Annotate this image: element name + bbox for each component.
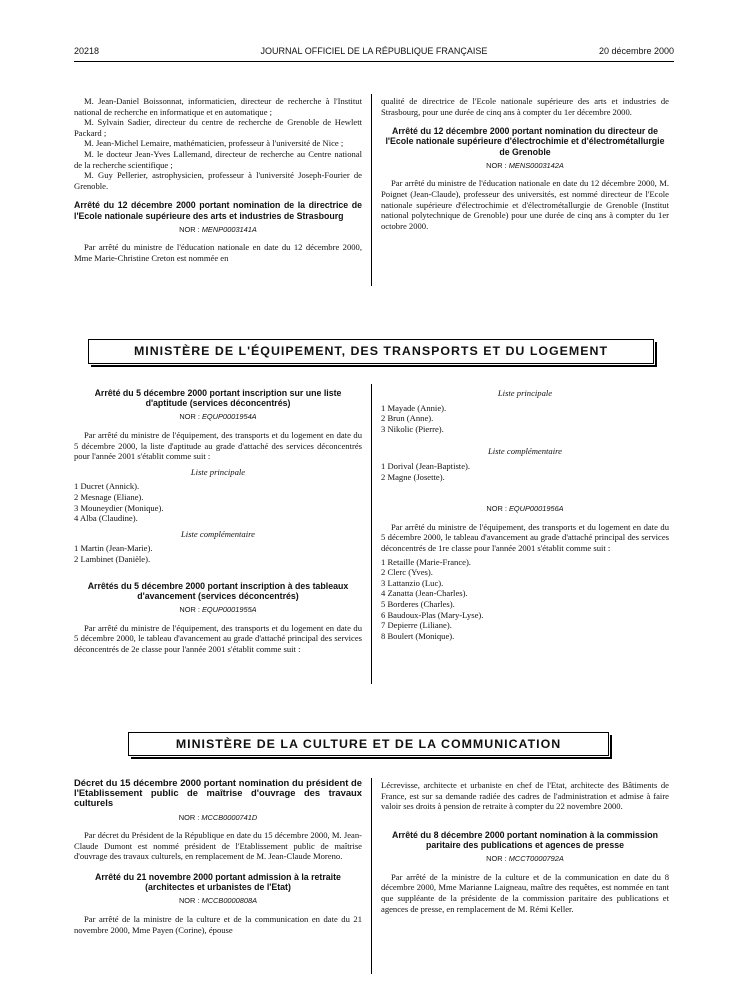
principal-list: [74, 481, 362, 523]
article-body: Par arrêté de la ministre de la culture et de la communication en date du 8 décembre 2000, Mme Marianne Laigneau, maître des requêtes, est nommée en tant que suppléante de la présidente de la commission paritaire des publications et agences de presse, en remplacement de M. Rémi Keller.: [381, 871, 669, 914]
list-item: 2 Clerc (Yves).: [381, 567, 433, 578]
nor-code: MENP0003141A: [201, 224, 257, 234]
article-continuation: qualité de directrice de l'Ecole nationale supérieure des arts et industries de Strasbourg, pour une durée de cinq ans à compter du 1er décembre 2000.: [381, 96, 669, 117]
article-body: Par arrêté de la ministre de la culture et de la communication en date du 21 novembre 2000, Mme Payen (Corine), épouse: [74, 913, 362, 935]
list-item: 3 Mouneydier (Monique).: [74, 502, 164, 513]
member-item: M. Jean-Michel Lemaire, mathématicien, professeur à l'université de Nice ;: [84, 138, 344, 149]
article-body: Par arrêté du ministre de l'équipement, des transports et du logement en date du 5 décembre 2000, le tableau d'avancement au grade d'attaché principal des services déconcentrés de 2e classe pour l'année 2001 s'établit comme suit :: [74, 622, 362, 654]
nor-label: NOR :: [179, 412, 200, 422]
journal-title: JOURNAL OFFICIEL DE LA RÉPUBLIQUE FRANÇAISE: [260, 46, 488, 56]
nor-reference: [381, 161, 669, 172]
nor-label: NOR :: [486, 160, 507, 170]
bottom-right-column: [381, 780, 669, 914]
nor-reference: [381, 854, 669, 865]
nor-code: EQUP0001956A: [508, 504, 564, 514]
principal-list: [381, 403, 669, 435]
bottom-left-column: [74, 772, 362, 935]
nor-code: MCCB0000808A: [201, 896, 258, 906]
list-heading: Liste principale: [190, 466, 246, 477]
list-heading: Liste complémentaire: [488, 446, 562, 457]
article-title: Arrêté du 5 décembre 2000 portant inscription sur une liste d'aptitude (services déconcentrés): [94, 388, 342, 409]
advancement-list: [381, 557, 669, 642]
list-item: 5 Borderes (Charles).: [381, 598, 455, 609]
page-header: [74, 46, 674, 60]
nor-reference: [381, 504, 669, 515]
nor-label: NOR :: [179, 604, 200, 614]
article-continuation: Lécrevisse, architecte et urbaniste en chef de l'Etat, architecte des Bâtiments de France, est sur sa demande radiée des cadres de l'administration et admise à faire valoir ses droits à pension de retraite à compter du 22 novembre 2000.: [381, 780, 669, 812]
nor-label: NOR :: [486, 504, 507, 514]
article-title: Arrêté du 12 décembre 2000 portant nomination du directeur de l'Ecole nationale supérieure d'électrochimie et d'électrométallurgie de Grenoble: [385, 126, 665, 157]
list-item: 4 Zanatta (Jean-Charles).: [381, 588, 468, 599]
page-number: 20218: [74, 46, 100, 56]
list-item: 3 Nikolic (Pierre).: [381, 423, 444, 434]
article-body: Par décret du Président de la République en date du 15 décembre 2000, M. Jean-Claude Dumont est nommé président de l'Etablissement public de maîtrise d'ouvrage des travaux culturels, en remplacement de M. Jean-Claude Moreno.: [74, 830, 362, 862]
list-item: 2 Mesnage (Eliane).: [74, 491, 144, 502]
article-body: Par arrêté du ministre de l'équipement, des transports et du logement en date du 5 décembre 2000, le tableau d'avancement au grade d'attaché principal des services déconcentrés de 1re classe pour l'année 2001 s'établit comme suit :: [381, 521, 669, 553]
nor-reference: [74, 813, 362, 824]
nor-reference: [74, 605, 362, 616]
member-item: M. Guy Pellerier, astrophysicien, professeur à l'université Joseph-Fourier de Grenoble.: [74, 170, 362, 191]
column-divider: [371, 384, 372, 684]
nor-label: NOR :: [486, 854, 507, 864]
nor-label: NOR :: [178, 896, 200, 906]
nor-label: NOR :: [179, 224, 200, 234]
list-item: 1 Mayade (Annie).: [381, 402, 447, 413]
nor-code: EQUP0001955A: [201, 604, 257, 614]
article-title: Arrêté du 12 décembre 2000 portant nomination de la directrice de l'Ecole nationale supérieure des arts et industries de Strasbourg: [74, 200, 362, 221]
list-item: 2 Magne (Josette).: [381, 471, 445, 482]
list-item: 7 Depierre (Liliane).: [381, 620, 452, 631]
nor-code: MCCT0000792A: [508, 854, 564, 864]
nor-code: MCCB0000741D: [201, 812, 258, 822]
list-item: 1 Ducret (Annick).: [74, 481, 140, 492]
list-item: 6 Baudoux-Plas (Mary-Lyse).: [381, 609, 484, 620]
member-item: M. Jean-Daniel Boissonnat, informaticien, directeur de recherche à l'Institut national de recherche en informatique et en automatique ;: [74, 96, 362, 117]
list-heading: Liste principale: [497, 388, 553, 398]
complementary-list: [381, 461, 669, 482]
column-divider: [371, 94, 372, 286]
list-item: 2 Brun (Anne).: [381, 413, 434, 424]
top-left-column: [74, 96, 362, 264]
member-item: M. le docteur Jean-Yves Lallemand, directeur de recherche au Centre national de la recherche scientifique ;: [74, 148, 362, 170]
top-right-column: [381, 96, 669, 231]
article-body: Par arrêté du ministre de l'éducation nationale en date du 12 décembre 2000, Mme Marie-Christine Creton est nommée en: [74, 242, 362, 263]
mid-left-column: [74, 380, 362, 654]
member-item: M. Sylvain Sadier, directeur du centre de recherche de Grenoble de Hewlett Packard ;: [74, 117, 362, 138]
article-title: Décret du 15 décembre 2000 portant nomination du président de l'Etablissement public de maîtrise d'ouvrage des travaux culturels: [74, 777, 362, 809]
nor-code: EQUP0001954A: [201, 412, 257, 422]
ministry-heading: MINISTÈRE DE LA CULTURE ET DE LA COMMUNICATION: [128, 732, 609, 756]
header-rule: [74, 61, 674, 62]
list-item: 1 Martin (Jean-Marie).: [74, 543, 153, 554]
list-item: 1 Retaille (Marie-France).: [381, 556, 471, 567]
list-item: 3 Lattanzio (Luc).: [381, 577, 444, 588]
nor-code: MENS0003142A: [508, 160, 564, 170]
issue-date: 20 décembre 2000: [598, 46, 674, 56]
complementary-list: [74, 543, 362, 564]
nor-reference: [74, 896, 362, 907]
list-item: 8 Boulert (Monique).: [381, 630, 455, 641]
article-body: Par arrêté du ministre de l'éducation nationale en date du 12 décembre 2000, M. Poignet (Jean-Claude), professeur des universités, est nommé directeur de l'Ecole nationale supérieure d'électrochimie et d'électrométallurgie de Grenoble (Institut national polytechnique de Grenoble) pour une durée de cinq ans à compter du 1er octobre 2000.: [381, 178, 669, 231]
article-body: Par arrêté du ministre de l'équipement, des transports et du logement en date du 5 décembre 2000, la liste d'aptitude au grade d'attaché des services déconcentrés pour l'année 2001 s'établit comme suit :: [74, 430, 362, 462]
nor-label: NOR :: [178, 812, 200, 822]
ministry-heading: MINISTÈRE DE L'ÉQUIPEMENT, DES TRANSPORTS ET DU LOGEMENT: [88, 339, 654, 364]
article-title: Arrêté du 21 novembre 2000 portant admission à la retraite (architectes et urbanistes de l'Etat): [95, 871, 341, 893]
list-item: 1 Dorival (Jean-Baptiste).: [381, 460, 471, 471]
list-heading: Liste complémentaire: [181, 528, 255, 539]
article-title: Arrêté du 8 décembre 2000 portant nomination à la commission paritaire des publications et agences de presse: [392, 829, 658, 850]
nor-reference: [74, 225, 362, 236]
column-divider: [371, 778, 372, 974]
nor-reference: [74, 412, 362, 423]
list-item: 4 Alba (Claudine).: [74, 513, 138, 524]
article-title: Arrêtés du 5 décembre 2000 portant inscription à des tableaux d'avancement (services déconcentrés): [87, 580, 349, 601]
mid-right-column: [381, 384, 669, 641]
list-item: 2 Lambinet (Danièle).: [74, 553, 151, 564]
